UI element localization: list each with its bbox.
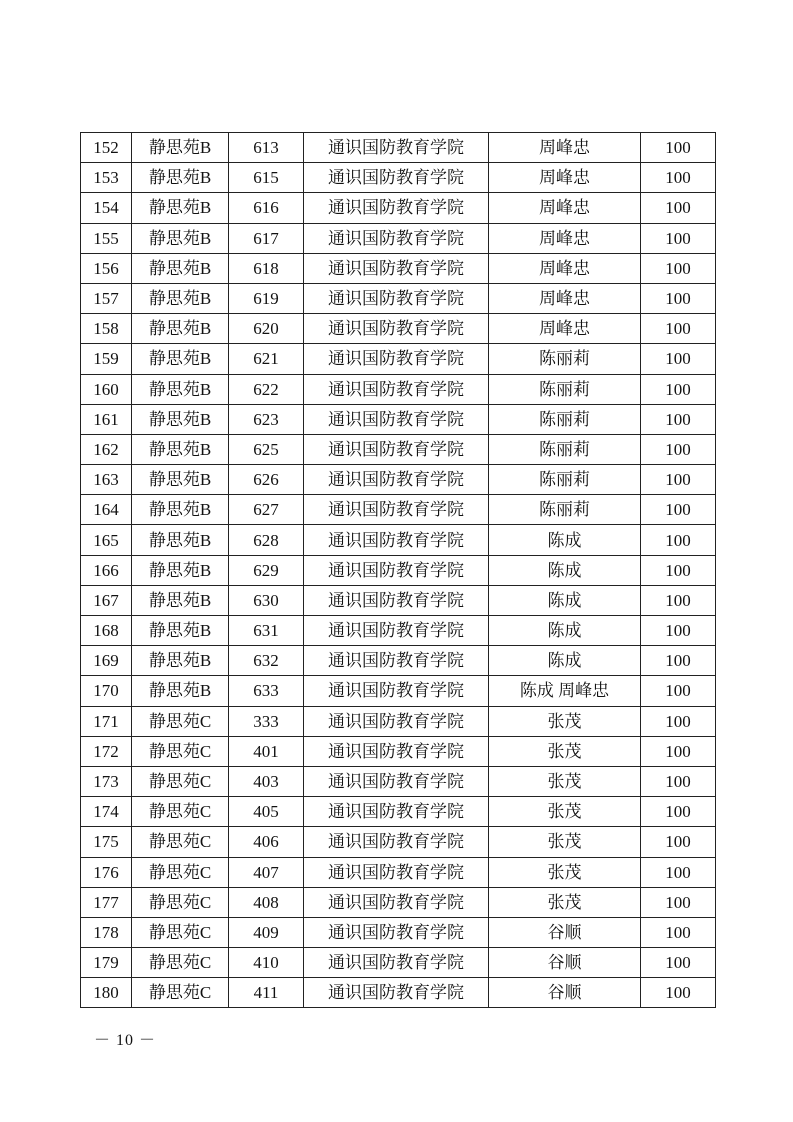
room-number-cell: 619 — [229, 283, 304, 313]
teacher-cell: 陈丽莉 — [489, 434, 641, 464]
teacher-cell: 张茂 — [489, 857, 641, 887]
row-number-cell: 167 — [81, 585, 132, 615]
score-cell: 100 — [641, 434, 716, 464]
row-number-cell: 159 — [81, 344, 132, 374]
department-cell: 通识国防教育学院 — [304, 766, 489, 796]
teacher-cell: 周峰忠 — [489, 253, 641, 283]
department-cell: 通识国防教育学院 — [304, 404, 489, 434]
department-cell: 通识国防教育学院 — [304, 223, 489, 253]
row-number-cell: 175 — [81, 827, 132, 857]
table-row — [81, 193, 716, 223]
row-number-cell: 154 — [81, 193, 132, 223]
teacher-cell: 张茂 — [489, 797, 641, 827]
teacher-cell: 陈成 — [489, 555, 641, 585]
teacher-cell: 陈丽莉 — [489, 344, 641, 374]
table-row — [81, 676, 716, 706]
row-number-cell: 164 — [81, 495, 132, 525]
table-row — [81, 887, 716, 917]
room-number-cell: 630 — [229, 585, 304, 615]
room-number-cell: 620 — [229, 314, 304, 344]
room-number-cell: 631 — [229, 616, 304, 646]
room-number-cell: 406 — [229, 827, 304, 857]
building-cell: 静思苑C — [132, 766, 229, 796]
teacher-cell: 周峰忠 — [489, 223, 641, 253]
table-row — [81, 163, 716, 193]
row-number-cell: 171 — [81, 706, 132, 736]
row-number-cell: 172 — [81, 736, 132, 766]
room-number-cell: 613 — [229, 133, 304, 163]
teacher-cell: 周峰忠 — [489, 163, 641, 193]
department-cell: 通识国防教育学院 — [304, 434, 489, 464]
score-cell: 100 — [641, 585, 716, 615]
building-cell: 静思苑C — [132, 706, 229, 736]
table-row — [81, 495, 716, 525]
teacher-cell: 陈成 — [489, 646, 641, 676]
teacher-cell: 张茂 — [489, 766, 641, 796]
room-number-cell: 408 — [229, 887, 304, 917]
room-number-cell: 407 — [229, 857, 304, 887]
teacher-cell: 陈丽莉 — [489, 465, 641, 495]
department-cell: 通识国防教育学院 — [304, 736, 489, 766]
score-cell: 100 — [641, 616, 716, 646]
room-number-cell: 615 — [229, 163, 304, 193]
score-cell: 100 — [641, 706, 716, 736]
department-cell: 通识国防教育学院 — [304, 253, 489, 283]
building-cell: 静思苑B — [132, 616, 229, 646]
score-cell: 100 — [641, 404, 716, 434]
row-number-cell: 163 — [81, 465, 132, 495]
room-number-cell: 625 — [229, 434, 304, 464]
score-cell: 100 — [641, 917, 716, 947]
teacher-cell: 张茂 — [489, 706, 641, 736]
row-number-cell: 176 — [81, 857, 132, 887]
department-cell: 通识国防教育学院 — [304, 314, 489, 344]
room-number-cell: 409 — [229, 917, 304, 947]
room-number-cell: 622 — [229, 374, 304, 404]
building-cell: 静思苑B — [132, 676, 229, 706]
table-row — [81, 133, 716, 163]
row-number-cell: 161 — [81, 404, 132, 434]
score-cell: 100 — [641, 193, 716, 223]
department-cell: 通识国防教育学院 — [304, 374, 489, 404]
score-cell: 100 — [641, 646, 716, 676]
teacher-cell: 陈成 周峰忠 — [489, 676, 641, 706]
room-number-cell: 401 — [229, 736, 304, 766]
room-number-cell: 629 — [229, 555, 304, 585]
table-row — [81, 616, 716, 646]
building-cell: 静思苑B — [132, 283, 229, 313]
row-number-cell: 168 — [81, 616, 132, 646]
table-row — [81, 555, 716, 585]
room-number-cell: 410 — [229, 948, 304, 978]
building-cell: 静思苑C — [132, 797, 229, 827]
row-number-cell: 177 — [81, 887, 132, 917]
building-cell: 静思苑B — [132, 314, 229, 344]
teacher-cell: 谷顺 — [489, 917, 641, 947]
teacher-cell: 谷顺 — [489, 978, 641, 1008]
row-number-cell: 166 — [81, 555, 132, 585]
room-number-cell: 621 — [229, 344, 304, 374]
building-cell: 静思苑B — [132, 434, 229, 464]
building-cell: 静思苑B — [132, 555, 229, 585]
room-number-cell: 411 — [229, 978, 304, 1008]
teacher-cell: 陈丽莉 — [489, 374, 641, 404]
department-cell: 通识国防教育学院 — [304, 163, 489, 193]
building-cell: 静思苑C — [132, 978, 229, 1008]
score-cell: 100 — [641, 948, 716, 978]
row-number-cell: 155 — [81, 223, 132, 253]
building-cell: 静思苑C — [132, 857, 229, 887]
table-row — [81, 917, 716, 947]
table-row — [81, 948, 716, 978]
teacher-cell: 张茂 — [489, 827, 641, 857]
room-number-cell: 616 — [229, 193, 304, 223]
teacher-cell: 周峰忠 — [489, 283, 641, 313]
score-cell: 100 — [641, 887, 716, 917]
score-cell: 100 — [641, 223, 716, 253]
row-number-cell: 153 — [81, 163, 132, 193]
row-number-cell: 170 — [81, 676, 132, 706]
row-number-cell: 174 — [81, 797, 132, 827]
building-cell: 静思苑B — [132, 253, 229, 283]
table-row — [81, 978, 716, 1008]
score-cell: 100 — [641, 133, 716, 163]
table-row — [81, 404, 716, 434]
building-cell: 静思苑B — [132, 133, 229, 163]
department-cell: 通识国防教育学院 — [304, 948, 489, 978]
table-row — [81, 706, 716, 736]
score-cell: 100 — [641, 857, 716, 887]
score-cell: 100 — [641, 374, 716, 404]
department-cell: 通识国防教育学院 — [304, 465, 489, 495]
department-cell: 通识国防教育学院 — [304, 525, 489, 555]
room-number-cell: 333 — [229, 706, 304, 736]
table-row — [81, 314, 716, 344]
room-number-cell: 626 — [229, 465, 304, 495]
building-cell: 静思苑C — [132, 736, 229, 766]
department-cell: 通识国防教育学院 — [304, 555, 489, 585]
building-cell: 静思苑C — [132, 948, 229, 978]
table-body — [81, 133, 716, 1008]
building-cell: 静思苑C — [132, 827, 229, 857]
department-cell: 通识国防教育学院 — [304, 857, 489, 887]
room-number-cell: 632 — [229, 646, 304, 676]
row-number-cell: 152 — [81, 133, 132, 163]
department-cell: 通识国防教育学院 — [304, 887, 489, 917]
score-cell: 100 — [641, 344, 716, 374]
teacher-cell: 张茂 — [489, 736, 641, 766]
score-cell: 100 — [641, 525, 716, 555]
table-row — [81, 253, 716, 283]
table-row — [81, 646, 716, 676]
department-cell: 通识国防教育学院 — [304, 495, 489, 525]
row-number-cell: 178 — [81, 917, 132, 947]
table-row — [81, 766, 716, 796]
room-number-cell: 633 — [229, 676, 304, 706]
score-cell: 100 — [641, 736, 716, 766]
building-cell: 静思苑B — [132, 223, 229, 253]
building-cell: 静思苑B — [132, 163, 229, 193]
row-number-cell: 160 — [81, 374, 132, 404]
department-cell: 通识国防教育学院 — [304, 978, 489, 1008]
score-cell: 100 — [641, 978, 716, 1008]
table-row — [81, 374, 716, 404]
department-cell: 通识国防教育学院 — [304, 827, 489, 857]
room-number-cell: 617 — [229, 223, 304, 253]
score-cell: 100 — [641, 253, 716, 283]
table-row — [81, 465, 716, 495]
room-number-cell: 623 — [229, 404, 304, 434]
table-row — [81, 283, 716, 313]
building-cell: 静思苑B — [132, 495, 229, 525]
building-cell: 静思苑C — [132, 887, 229, 917]
row-number-cell: 180 — [81, 978, 132, 1008]
building-cell: 静思苑B — [132, 344, 229, 374]
teacher-cell: 陈丽莉 — [489, 404, 641, 434]
department-cell: 通识国防教育学院 — [304, 917, 489, 947]
department-cell: 通识国防教育学院 — [304, 646, 489, 676]
row-number-cell: 162 — [81, 434, 132, 464]
score-cell: 100 — [641, 827, 716, 857]
score-cell: 100 — [641, 766, 716, 796]
room-number-cell: 618 — [229, 253, 304, 283]
table-row — [81, 344, 716, 374]
row-number-cell: 173 — [81, 766, 132, 796]
score-cell: 100 — [641, 676, 716, 706]
teacher-cell: 陈成 — [489, 616, 641, 646]
score-cell: 100 — [641, 555, 716, 585]
building-cell: 静思苑B — [132, 404, 229, 434]
department-cell: 通识国防教育学院 — [304, 706, 489, 736]
inspection-score-table — [80, 132, 716, 1008]
department-cell: 通识国防教育学院 — [304, 616, 489, 646]
table-row — [81, 223, 716, 253]
building-cell: 静思苑B — [132, 525, 229, 555]
building-cell: 静思苑B — [132, 193, 229, 223]
department-cell: 通识国防教育学院 — [304, 344, 489, 374]
teacher-cell: 陈成 — [489, 585, 641, 615]
table-row — [81, 736, 716, 766]
table-row — [81, 827, 716, 857]
department-cell: 通识国防教育学院 — [304, 283, 489, 313]
teacher-cell: 陈丽莉 — [489, 495, 641, 525]
score-cell: 100 — [641, 314, 716, 344]
room-number-cell: 403 — [229, 766, 304, 796]
row-number-cell: 165 — [81, 525, 132, 555]
building-cell: 静思苑B — [132, 374, 229, 404]
score-cell: 100 — [641, 283, 716, 313]
teacher-cell: 谷顺 — [489, 948, 641, 978]
score-cell: 100 — [641, 163, 716, 193]
table-row — [81, 797, 716, 827]
score-cell: 100 — [641, 465, 716, 495]
table-row — [81, 857, 716, 887]
room-number-cell: 405 — [229, 797, 304, 827]
table-row — [81, 525, 716, 555]
teacher-cell: 周峰忠 — [489, 314, 641, 344]
department-cell: 通识国防教育学院 — [304, 797, 489, 827]
department-cell: 通识国防教育学院 — [304, 133, 489, 163]
building-cell: 静思苑C — [132, 917, 229, 947]
page-number: － 10 － — [94, 1032, 157, 1049]
row-number-cell: 169 — [81, 646, 132, 676]
teacher-cell: 陈成 — [489, 525, 641, 555]
room-number-cell: 627 — [229, 495, 304, 525]
row-number-cell: 158 — [81, 314, 132, 344]
table-row — [81, 434, 716, 464]
row-number-cell: 179 — [81, 948, 132, 978]
score-cell: 100 — [641, 495, 716, 525]
row-number-cell: 156 — [81, 253, 132, 283]
department-cell: 通识国防教育学院 — [304, 676, 489, 706]
table-row — [81, 585, 716, 615]
teacher-cell: 周峰忠 — [489, 193, 641, 223]
building-cell: 静思苑B — [132, 585, 229, 615]
building-cell: 静思苑B — [132, 465, 229, 495]
row-number-cell: 157 — [81, 283, 132, 313]
teacher-cell: 周峰忠 — [489, 133, 641, 163]
department-cell: 通识国防教育学院 — [304, 193, 489, 223]
room-number-cell: 628 — [229, 525, 304, 555]
score-cell: 100 — [641, 797, 716, 827]
department-cell: 通识国防教育学院 — [304, 585, 489, 615]
teacher-cell: 张茂 — [489, 887, 641, 917]
building-cell: 静思苑B — [132, 646, 229, 676]
